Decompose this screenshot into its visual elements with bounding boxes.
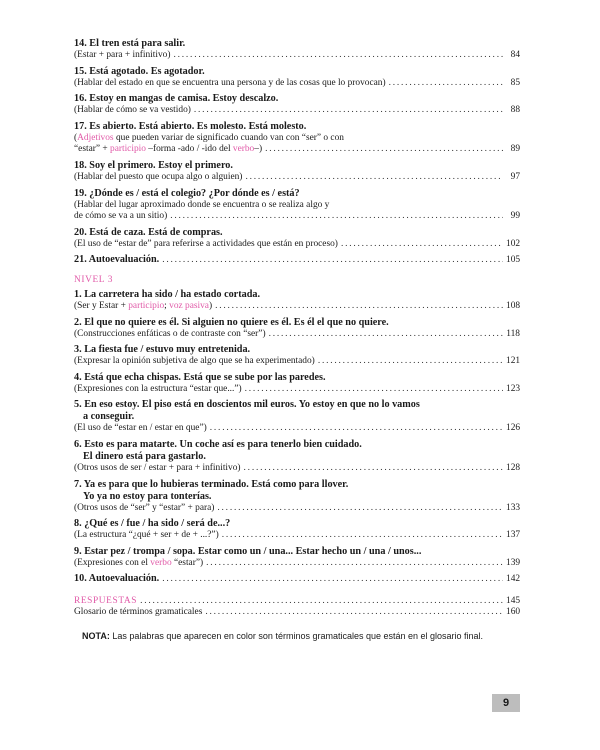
dot-leader: [217, 503, 503, 515]
entry-line: [74, 573, 520, 586]
footnote: [74, 631, 520, 641]
entry-title: 4. Está que echa chispas. Está que se sube por las paredes.: [74, 371, 326, 383]
page-ref: 145: [506, 595, 521, 606]
entry-title: 19. ¿Dónde es / está el colegio? ¿Por dónde es / está?: [74, 187, 300, 199]
entry-line: [74, 503, 520, 515]
dot-leader: [170, 211, 503, 223]
table-of-contents: [74, 38, 520, 641]
entry-title-continued: a conseguir.: [83, 411, 135, 423]
entry-line: [74, 329, 520, 341]
entry-title: 10. Autoevaluación.: [74, 573, 160, 585]
note-label: NOTA:: [82, 631, 110, 642]
entry-subtitle: [74, 144, 262, 156]
entry-subtitle: (Expresar la opinión subjetiva de algo que se ha experimentado): [74, 356, 315, 367]
page-ref: 118: [506, 328, 520, 339]
page-ref: 85: [510, 77, 520, 88]
page-ref: 102: [506, 238, 521, 249]
entry-line: [74, 78, 520, 90]
page-ref: 133: [506, 502, 521, 513]
entry-line: [74, 50, 520, 62]
entry-title: 21. Autoevaluación.: [74, 254, 160, 266]
entry-title: 16. Estoy en mangas de camisa. Estoy descalzo.: [74, 93, 279, 105]
entry-title: 17. Es abierto. Está abierto. Es molesto. Está molesto.: [74, 120, 307, 132]
entry-line: [74, 530, 520, 542]
entry-line: [74, 144, 520, 156]
page-ref: 105: [506, 255, 521, 266]
note-text: Las palabras que aparecen en color son términos gramaticales que están en el glosario final.: [109, 631, 484, 642]
entry-line: [74, 172, 520, 184]
respuestas-label: RESPUESTAS: [74, 595, 138, 606]
entry-title: 15. Está agotado. Es agotador.: [74, 65, 205, 77]
entry-subtitle: [74, 133, 520, 145]
glossary-term: verbo: [232, 144, 255, 155]
toc-entry-2: [74, 317, 520, 341]
entry-line: [74, 356, 520, 368]
text-fragment: –forma -ado / -ido del: [145, 144, 233, 155]
toc-entry-10: [74, 573, 520, 586]
toc-entry-7: [74, 479, 520, 515]
toc-entry-15: [74, 66, 520, 90]
text-fragment: que pueden variar de significado cuando van con “ser” o con: [113, 132, 344, 143]
entry-subtitle: (Otros usos de ser / estar + para + infinitivo): [74, 462, 241, 473]
entry-subtitle: [74, 301, 212, 313]
entry-title: 18. Soy el primero. Estoy el primero.: [74, 159, 233, 171]
entry-line: [74, 239, 520, 251]
page-ref: 88: [510, 105, 520, 116]
toc-entry-19: [74, 188, 520, 223]
toc-entry-3: [74, 344, 520, 368]
toc-entry-9: [74, 546, 520, 570]
entry-title: 1. La carretera ha sido / ha estado cortada.: [74, 288, 260, 300]
section-heading-nivel-3: NIVEL 3: [74, 274, 113, 285]
entry-title: 2. El que no quiere es él. Si alguien no quiere es él. Es él el que no quiere.: [74, 316, 389, 328]
entry-title-continued: Yo ya no estoy para tonterías.: [83, 490, 212, 502]
dot-leader: [269, 329, 503, 341]
page-ref: 126: [506, 423, 521, 434]
entry-title: 3. La fiesta fue / estuvo muy entretenida.: [74, 344, 251, 356]
entry-title: 14. El tren está para salir.: [74, 38, 186, 49]
entry-line: [74, 558, 520, 570]
toc-entry-4: [74, 372, 520, 396]
page-ref: 137: [506, 530, 521, 541]
entry-subtitle: (Otros usos de “ser” y “estar” + para): [74, 502, 215, 513]
dot-leader: [140, 596, 503, 608]
entry-title: 6. Esto es para matarte. Un coche así es para tenerlo bien cuidado.: [74, 438, 362, 450]
entry-line: [74, 384, 520, 396]
text-fragment: “estar”): [171, 557, 204, 568]
entry-line: [74, 211, 520, 223]
page-ref: 121: [506, 356, 521, 367]
glossary-term: participio: [110, 144, 146, 155]
toc-entry-1: [74, 289, 520, 313]
text-fragment: ): [208, 300, 213, 311]
entry-subtitle: (El uso de “estar de” para referirse a actividades que están en proceso): [74, 238, 338, 249]
dot-leader: [210, 423, 503, 435]
entry-line: [74, 463, 520, 475]
entry-subtitle: de cómo se va a un sitio): [74, 211, 168, 222]
page-ref: 108: [506, 300, 521, 311]
page-ref: 97: [510, 171, 520, 182]
text-fragment: (: [74, 132, 78, 143]
dot-leader: [205, 607, 503, 619]
entry-subtitle: (Hablar de cómo se va vestido): [74, 105, 191, 116]
entry-subtitle: (Hablar del puesto que ocupa algo o alguien): [74, 171, 243, 182]
entry-subtitle: (Hablar del estado en que se encuentra una persona y de las cosas que lo provocan): [74, 77, 386, 88]
entry-subtitle: (Hablar del lugar aproximado donde se encuentra o se realiza algo y: [74, 199, 330, 210]
entry-subtitle: (El uso de “estar en / estar en que”): [74, 423, 207, 434]
entry-subtitle: (La estructura “¿qué + ser + de + ...?”): [74, 530, 219, 541]
glosario-label: Glosario de términos gramaticales: [74, 607, 203, 618]
dot-leader: [244, 463, 503, 475]
toc-entry-18: [74, 160, 520, 184]
dot-leader: [265, 144, 503, 156]
toc-entry-16: [74, 93, 520, 117]
entry-line: [74, 105, 520, 117]
toc-entry-8: [74, 518, 520, 542]
entry-line: [74, 423, 520, 435]
text-fragment: ;: [164, 300, 170, 311]
dot-leader: [318, 356, 503, 368]
dot-leader: [173, 50, 503, 62]
toc-entry-glosario: [74, 607, 520, 619]
entry-subtitle: (Estar + para + infinitivo): [74, 50, 171, 60]
entry-title: 9. Estar pez / trompa / sopa. Estar como un / una... Estar hecho un / una / unos...: [74, 545, 422, 557]
glossary-term: Adjetivos: [77, 132, 114, 143]
entry-title: 7. Ya es para que lo hubieras terminado. Está como para llover.: [74, 478, 349, 490]
toc-entry-respuestas: [74, 596, 520, 608]
page-ref: 128: [506, 462, 521, 473]
entry-title: 20. Está de caza. Está de compras.: [74, 226, 223, 238]
entry-title-continued: El dinero está para gastarlo.: [83, 450, 206, 462]
dot-leader: [162, 255, 503, 267]
page-ref: 89: [510, 144, 520, 155]
page-ref: 139: [506, 557, 521, 568]
dot-leader: [206, 558, 503, 570]
text-fragment: (Ser y Estar +: [74, 300, 129, 311]
dot-leader: [194, 105, 503, 117]
page-number-badge: 9: [492, 694, 520, 712]
toc-entry-5: [74, 399, 520, 435]
text-fragment: –): [254, 144, 263, 155]
dot-leader: [162, 574, 503, 586]
page-ref: 84: [510, 50, 520, 60]
toc-entry-17: [74, 121, 520, 156]
entry-subtitle: [74, 558, 203, 570]
page-ref: 160: [506, 607, 521, 618]
entry-line: [74, 301, 520, 313]
toc-entry-14: [74, 38, 520, 62]
text-fragment: “estar” +: [74, 144, 110, 155]
entry-title: 8. ¿Qué es / fue / ha sido / será de...?: [74, 518, 231, 530]
dot-leader: [341, 239, 503, 251]
dot-leader: [245, 172, 503, 184]
toc-entry-21: [74, 254, 520, 267]
page-ref: 123: [506, 383, 521, 394]
dot-leader: [245, 384, 503, 396]
entry-title: 5. En eso estoy. El piso está en doscientos mil euros. Yo estoy en que no lo vamos: [74, 399, 420, 411]
glossary-term: participio: [128, 300, 165, 311]
dot-leader: [215, 301, 503, 313]
entry-line: [74, 254, 520, 267]
dot-leader: [389, 78, 503, 90]
entry-subtitle: (Expresiones con la estructura “estar que...”): [74, 383, 242, 394]
entry-subtitle: (Construcciones enfáticas o de contraste con “ser”): [74, 328, 266, 339]
glossary-term: voz pasiva: [169, 300, 209, 311]
back-matter: [74, 596, 520, 619]
glossary-term: verbo: [150, 557, 172, 568]
page-ref: 99: [510, 211, 520, 222]
text-fragment: (Expresiones con el: [74, 557, 151, 568]
toc-entry-6: [74, 439, 520, 475]
dot-leader: [222, 530, 503, 542]
toc-entry-20: [74, 227, 520, 251]
page-ref: 142: [506, 574, 521, 585]
